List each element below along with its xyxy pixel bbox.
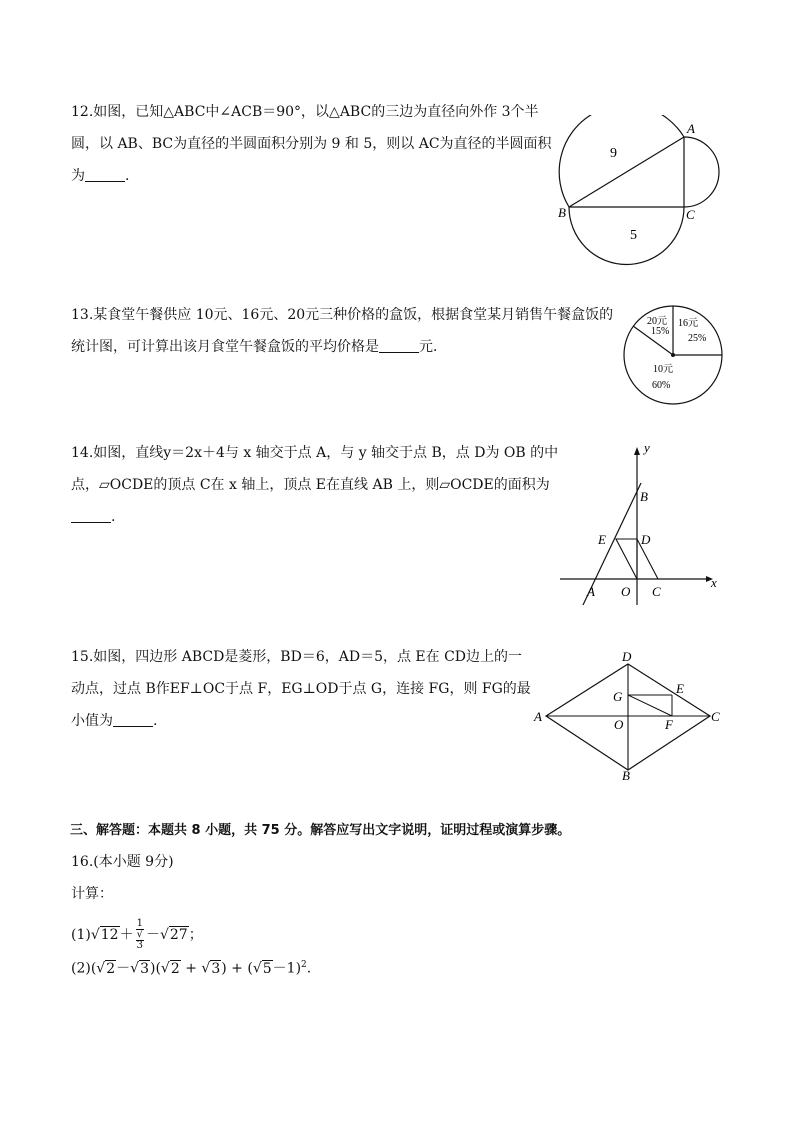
part1-radicand-1: 12 xyxy=(100,927,119,943)
label-d: D xyxy=(622,649,632,664)
q14-line3: . xyxy=(71,507,115,527)
label-c: C xyxy=(652,584,661,599)
label-b: B xyxy=(640,489,648,504)
part2-radicand-b: 3 xyxy=(140,960,149,977)
part2-tail: －1) xyxy=(272,960,302,977)
part2-radicand-c: 2 xyxy=(170,960,180,977)
q15-line3: 小值为 . xyxy=(71,713,158,729)
semicircle-ac xyxy=(684,137,719,207)
label-o: O xyxy=(621,584,631,599)
label-area-ab: 9 xyxy=(610,146,617,161)
label-a: A xyxy=(687,121,695,136)
label-a: A xyxy=(534,709,542,724)
part2-radicand-a: 2 xyxy=(106,960,116,977)
q15-line1: 15.如图，四边形 ABCD是菱形，BD＝6，AD＝5，点 E在 CD边上的一 xyxy=(71,649,523,665)
label-x: x xyxy=(711,575,717,590)
label-c: C xyxy=(711,709,720,724)
part2-plus: + xyxy=(180,960,202,977)
part2-mid: )( xyxy=(149,960,161,977)
part1-end: ； xyxy=(188,927,203,943)
q13-line2-text: 统计图，可计算出该月食堂午餐盒饭的平均价格是 xyxy=(71,339,379,355)
label-f: F xyxy=(665,717,673,732)
q13-line2-unit: 元． xyxy=(419,339,447,355)
segment-fg xyxy=(628,695,672,716)
part1-minus: － xyxy=(145,927,160,943)
q15-line3-text: 小值为 xyxy=(71,713,113,729)
q16-intro: 计算： xyxy=(71,886,113,902)
side-ab xyxy=(569,137,684,207)
answer-blank[interactable] xyxy=(113,712,153,727)
pie-center xyxy=(671,353,675,357)
part1-prefix: (1) xyxy=(71,927,91,943)
pie-value-16: 25% xyxy=(688,333,707,344)
label-c: C xyxy=(686,207,695,222)
fraction-numerator: 1 xyxy=(136,918,143,929)
fraction-denominator: 3 xyxy=(136,940,143,951)
label-y: y xyxy=(644,443,650,455)
q15-rhombus-figure xyxy=(530,648,730,783)
part1-fraction: 1 √ 3 xyxy=(136,918,143,951)
label-g: G xyxy=(613,689,623,704)
q16-part1: (1)√12＋ 1 √ 3 －√27； xyxy=(71,918,203,951)
q12-line3: 为 . xyxy=(71,168,130,184)
part2-mid2: ) + ( xyxy=(221,960,253,977)
semicircle-bc xyxy=(569,207,684,264)
q13-pie-chart xyxy=(620,302,726,408)
q13-line1: 13.某食堂午餐供应 10元、16元、20元三种价格的盒饭，根据食堂某月销售午餐盒饭的 xyxy=(71,307,614,323)
part2-exponent: 2 xyxy=(301,960,307,970)
section3-heading-text: 三、解答题：本题共 8 小题，共 75 分。解答应写出文字说明，证明过程或演算步骤。 xyxy=(70,823,571,838)
pie-value-20: 15% xyxy=(651,326,670,337)
section3-heading xyxy=(70,820,570,841)
q13-line2 xyxy=(71,337,447,357)
part2-radicand-d: 3 xyxy=(211,960,221,977)
label-d: D xyxy=(641,532,651,547)
q14-line2: 点，▱OCDE的顶点 C在 x 轴上，顶点 E在直线 AB 上，则▱OCDE的面积为 xyxy=(71,477,550,493)
label-o: O xyxy=(614,717,624,732)
q12-line2: 圆，以 AB、BC为直径的半圆面积分别为 9 和 5，则以 AC为直径的半圆面积 xyxy=(71,136,552,152)
label-e: E xyxy=(598,532,606,547)
pie-label-20: 20元 xyxy=(647,316,667,327)
part1-radicand-2: 27 xyxy=(169,927,188,943)
label-a: A xyxy=(587,584,595,599)
y-axis-arrow xyxy=(634,447,640,455)
q14-line1: 14.如图，直线y＝2x＋4与 x 轴交于点 A，与 y 轴交于点 B，点 D为 OB 的中 xyxy=(71,445,559,461)
pie-value-10: 60% xyxy=(652,380,671,391)
q16-title: 16.(本小题 9分) xyxy=(71,854,174,870)
q12-semicircle-figure xyxy=(555,115,755,270)
part2-end: . xyxy=(306,960,312,977)
pie-label-16: 16元 xyxy=(678,318,698,329)
part2-prefix: (2)( xyxy=(71,960,97,977)
q14-coordinate-figure xyxy=(556,443,726,608)
part2-radicand-e: 5 xyxy=(262,960,272,977)
label-e: E xyxy=(676,681,684,696)
pie-label-10: 10元 xyxy=(653,364,673,375)
answer-blank[interactable] xyxy=(379,338,419,353)
answer-blank[interactable] xyxy=(71,508,111,523)
q15-line2: 动点，过点 B作EF⊥OC于点 F，EG⊥OD于点 G，连接 FG，则 FG的最 xyxy=(71,681,531,697)
label-b: B xyxy=(558,205,566,220)
q16-part2: $(2)(√2-√3)(√2 + √3) + (√5-1)^2$. xyxy=(71,960,312,977)
part1-plus: ＋ xyxy=(119,927,134,943)
label-area-bc: 5 xyxy=(630,228,637,243)
q12-line3-text: 为 xyxy=(71,168,85,184)
label-b: B xyxy=(622,768,630,783)
q12-line1: 12.如图，已知△ABC中∠ACB＝90°，以△ABC的三边为直径向外作 3个半 xyxy=(71,104,539,120)
semicircle-ab xyxy=(559,115,684,207)
answer-blank[interactable] xyxy=(85,167,125,182)
part2-minus: － xyxy=(116,960,131,977)
